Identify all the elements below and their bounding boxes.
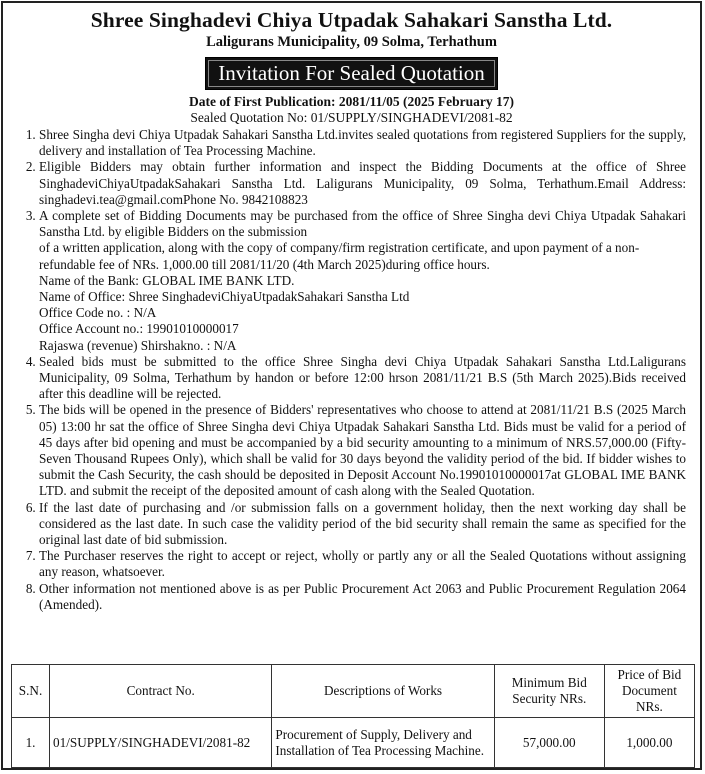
banner-wrapper xyxy=(3,57,700,90)
cell-description: Procurement of Supply, Delivery and Installation of Tea Processing Machine. xyxy=(272,718,494,768)
clause-3-intro: A complete set of Bidding Documents may be purchased from the office of Shree Singha devi Chiya Utpadak Sahakari Sanstha Ltd. by eligible Bidders on the submission xyxy=(39,208,686,240)
bid-table xyxy=(11,664,695,768)
header-bid-doc-price: Price of Bid Document NRs. xyxy=(604,665,694,718)
clause-4: 4. Sealed bids must be submitted to the office Shree Singha devi Chiya Utpadak Sahakari Sanstha Ltd.Laligurans Municipality, 09 Solma, Terhathum by handon or before 12:00 hrson 2081/11/21 B.S (5th March 2025).Bids received after this deadline will be rejected. xyxy=(39,354,686,403)
clause-3-continuation: of a written application, along with the copy of company/firm registration certificate, and upon payment of a non-refundable fee of NRs. 1,000.00 till 2081/11/20 (4th March 2025)during office hours. xyxy=(39,240,640,272)
table-row xyxy=(12,718,695,768)
bank-name: Name of the Bank: GLOBAL IME BANK LTD. xyxy=(39,272,295,288)
notice-title-banner: Invitation For Sealed Quotation xyxy=(205,57,498,90)
revenue-heading: Rajaswa (revenue) Shirshakno. : N/A xyxy=(39,337,237,353)
office-code: Office Code no. : N/A xyxy=(39,305,157,321)
cell-min-bid-security: 57,000.00 xyxy=(494,718,604,768)
notice-page xyxy=(1,1,702,770)
clause-3 xyxy=(39,208,686,354)
organization-name: Shree Singhadevi Chiya Utpadak Sahakari Sanstha Ltd. xyxy=(90,8,613,32)
clause-7: 7. The Purchaser reserves the right to accept or reject, wholly or partly any or all the Sealed Quotations without assigning any reason, whatsoever. xyxy=(39,548,686,580)
clause-5: 5. The bids will be opened in the presence of Bidders' representatives who choose to attend at 2081/11/21 B.S (2025 March 05) 13:00 hr sat the office of Shree Singha devi Chiya Utpadak Sahakari Sanstha Ltd. Bids must be valid for a period of 45 days after bid opening and must be accompanied by a bid security amounting to a minimum of NRS.57,000.00 (Fifty-Seven Thousand Rupees Only), which shall be valid for 30 days beyond the validity period of the bid. If bidder wishes to submit the Cash Security, the cash should be deposited in Deposit Account No.19901010000017at GLOBAL IME BANK LTD. and submit the receipt of the deposited amount of cash along with the Sealed Quotation. xyxy=(39,402,686,499)
office-name: Name of Office: Shree SinghadeviChiyaUtpadakSahakari Sanstha Ltd xyxy=(39,289,410,305)
header-description: Descriptions of Works xyxy=(272,665,494,718)
cell-sn: 1. xyxy=(12,718,50,768)
header-contract-no: Contract No. xyxy=(50,665,272,718)
clause-8: 8. Other information not mentioned above is as per Public Procurement Act 2063 and Public Procurement Regulation 2064 (Amended). xyxy=(39,581,686,613)
organization-address: Laligurans Municipality, 09 Solma, Terhathum xyxy=(206,34,497,50)
header-sn: S.N. xyxy=(12,665,50,718)
office-account: Office Account no.: 19901010000017 xyxy=(39,321,239,337)
cell-contract-no: 01/SUPPLY/SINGHADEVI/2081-82 xyxy=(50,718,272,768)
clause-6: 6. If the last date of purchasing and /or submission falls on a government holiday, then the next working day shall be considered as the last date. In such case the validity period of the bid security shall remain the same as specified for the original last date of bid submission. xyxy=(39,500,686,549)
quotation-number: Sealed Quotation No: 01/SUPPLY/SINGHADEVI/2081-82 xyxy=(190,110,513,125)
header-min-bid-security: Minimum Bid Security NRs. xyxy=(494,665,604,718)
clause-2: 2. Eligible Bidders may obtain further information and inspect the Bidding Documents at the office of Shree SinghadeviChiyaUtpadakSahakari Sanstha Ltd. Laligurans Municipality, 09 Solma, Terhathum.Email Address: singhadevi.tea@gmail.comPhone No. 9842108823 xyxy=(39,159,686,208)
publication-date: Date of First Publication: 2081/11/05 (2025 February 17) xyxy=(188,94,515,109)
clause-list xyxy=(3,127,700,613)
table-header-row xyxy=(12,665,695,718)
cell-bid-doc-price: 1,000.00 xyxy=(604,718,694,768)
clause-1: 1. Shree Singha devi Chiya Utpadak Sahakari Sanstha Ltd.invites sealed quotations from registered Suppliers for the supply, delivery and installation of Tea Processing Machine. xyxy=(39,127,686,159)
